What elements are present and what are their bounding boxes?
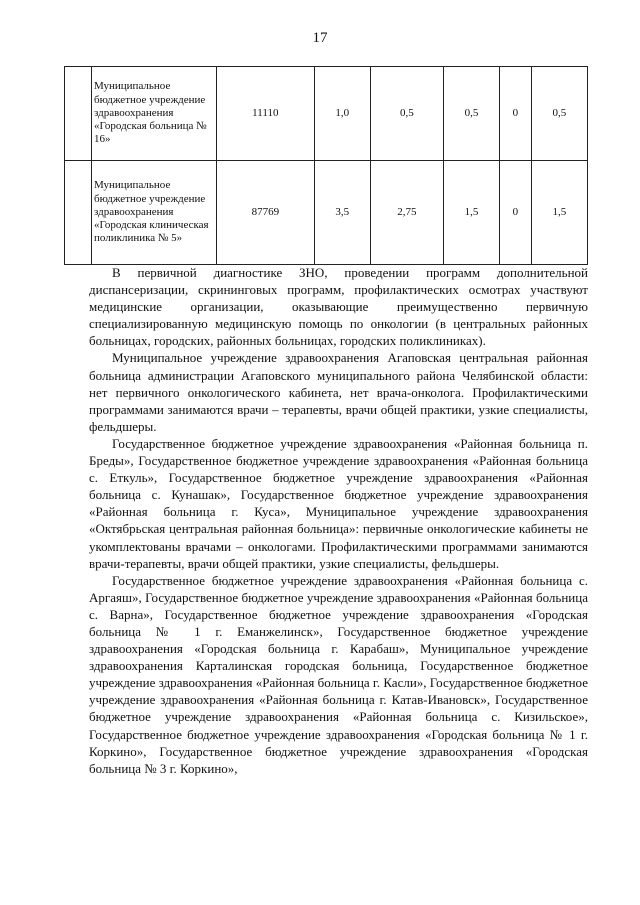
data-table [64,66,588,265]
table-cell-name: Муниципальное бюджетное учреждение здравоохранения «Городская клиническая поликлиника № 5» [92,161,217,265]
table-row [65,67,588,161]
paragraph: В первичной диагностике ЗНО, проведении программ дополнительной диспансеризации, скрининговых программ, профилактических осмотрах участвуют медицинские организации, оказывающие преимущественно первичную специализированную медицинскую помощь по онкологии (в центральных районных больницах, городских, районных больницах, городских поликлиниках). [89,265,588,349]
table-cell-code: 11110 [217,67,315,161]
table-cell-value: 0,5 [531,67,587,161]
table-cell-value: 2,75 [370,161,443,265]
paragraph: Муниципальное учреждение здравоохранения Агаповская центральная районная больница администрации Агаповского муниципального района Челябинской области: нет первичного онкологического кабинета, нет врача-онколога. Профилактическими программами занимаются врачи – терапевты, врачи общей практики, узкие специалисты, фельдшеры. [89,350,588,434]
table-cell-value: 1,0 [314,67,370,161]
table-cell-value: 0,5 [370,67,443,161]
paragraph: Государственное бюджетное учреждение здравоохранения «Районная больница с. Аргаяш», Государственное бюджетное учреждение здравоохранения «Районная больница с. Варна», Государственное бюджетное учреждение здравоохранения «Городская больница № 1 г. Еманжелинск», Государственное бюджетное учреждение здравоохранения «Городская больница г. Карабаш», Муниципальное учреждение здравоохранения Карталинская городская больница, Государственное бюджетное учреждение здравоохранения «Районная больница г. Касли», Государственное бюджетное учреждение здравоохранения «Районная больница г. Катав-Ивановск», Государственное бюджетное учреждение здравоохранения «Районная больница с. Кизильское», Государственное бюджетное учреждение здравоохранения «Городская больница № 1 г. Коркино», Государственное бюджетное учреждение здравоохранения «Городская больница № 3 г. Коркино», [89,572,588,776]
table-cell-value: 3,5 [314,161,370,265]
table-cell-value: 1,5 [531,161,587,265]
table-row [65,161,588,265]
table-cell-value: 1,5 [443,161,499,265]
table-cell-code: 87769 [217,161,315,265]
table-cell-value: 0,5 [443,67,499,161]
table-cell-value: 0 [500,67,532,161]
paragraph: Государственное бюджетное учреждение здравоохранения «Районная больница п. Бреды», Государственное бюджетное учреждение здравоохранения «Районная больница с. Еткуль», Государственное бюджетное учреждение здравоохранения «Районная больница с. Кунашак», Государственное бюджетное учреждение здравоохранения «Районная больница г. Куса», Муниципальное учреждение здравоохранения «Октябрьская центральная районная больница»: первичные онкологические кабинеты не укомплектованы врачами – онкологами. Профилактическими программами занимаются врачи-терапевты, врачи общей практики, узкие специалисты, фельдшеры. [89,435,588,571]
table-cell-number [65,67,92,161]
page-number: 17 [312,30,328,46]
body-text [89,264,588,777]
table-cell-value: 0 [500,161,532,265]
table-cell-number [65,161,92,265]
table-cell-name: Муниципальное бюджетное учреждение здравоохранения «Городская больница № 16» [92,67,217,161]
